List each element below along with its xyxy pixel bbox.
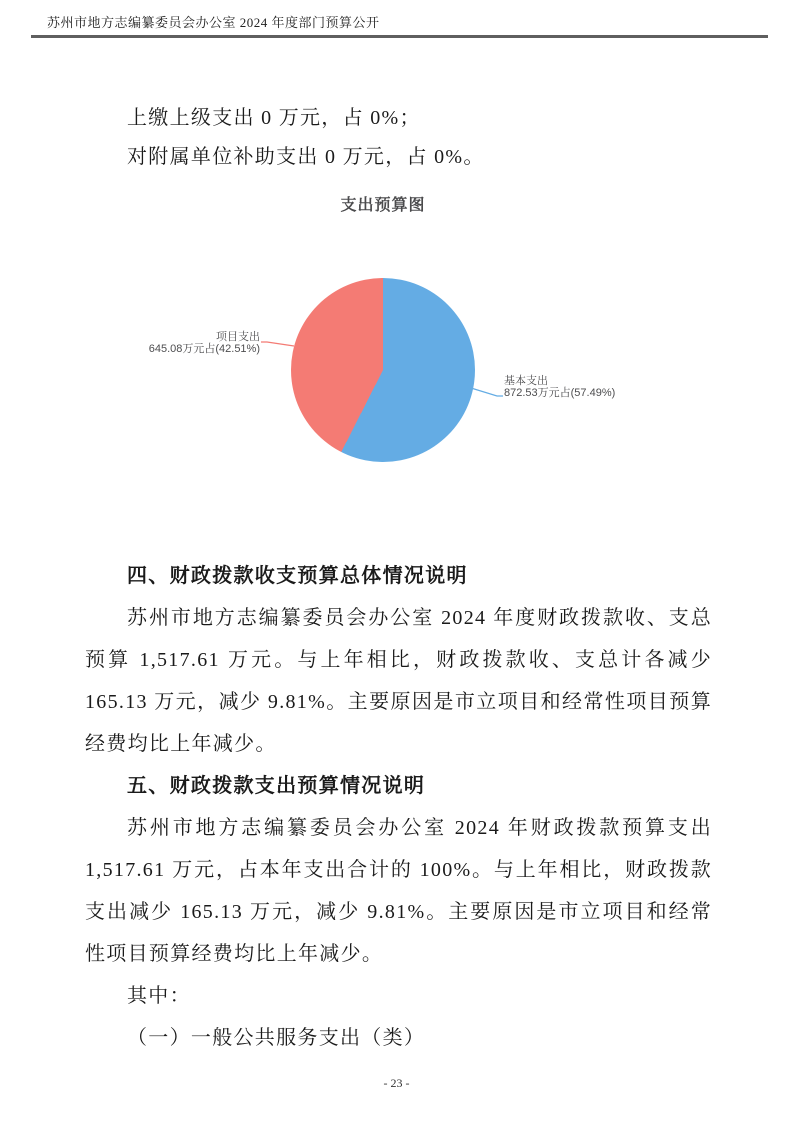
- section-heading-4: 四、财政拨款收支预算总体情况说明: [127, 565, 468, 587]
- section-heading-5: 五、财政拨款支出预算情况说明: [127, 775, 426, 797]
- intro-line-1: 上缴上级支出 0 万元，占 0%；: [127, 107, 421, 129]
- leader-lines: [0, 190, 793, 490]
- header-title: 苏州市地方志编纂委员会办公室 2024 年度部门预算公开: [47, 15, 380, 30]
- page-number: - 23 -: [383, 1076, 410, 1090]
- section-body-5: 苏州市地方志编纂委员会办公室 2024 年财政拨款预算支出 1,517.61 万元，占本年支出合计的 100%。与上年相比，财政拨款支出减少 165.13 万元，减少 9.81%。主要原因是市立项目和经常性项目预算经费均比上年减少。: [85, 817, 712, 965]
- pie-label-basic-value: 872.53万元占(57.49%): [504, 387, 616, 399]
- section-body-4: 苏州市地方志编纂委员会办公室 2024 年度财政拨款收、支总预算 1,517.61 万元。与上年相比，财政拨款收、支总计各减少 165.13 万元，减少 9.81%。主要原因是市立项目和经常性项目预算经费均比上年减少。: [85, 607, 712, 755]
- intro-line-2: 对附属单位补助支出 0 万元，占 0%。: [127, 146, 485, 168]
- expenditure-pie-chart: [0, 190, 793, 490]
- chart-title: 支出预算图: [340, 197, 426, 214]
- pie-label-project-name: 项目支出: [216, 331, 260, 343]
- subitem-line: （一）一般公共服务支出（类）: [127, 1027, 426, 1049]
- main-content: [85, 555, 712, 1059]
- leader-line-basic: [471, 388, 503, 396]
- pie-label-basic: [504, 375, 615, 399]
- page-footer: [0, 1076, 793, 1091]
- pie-label-basic-name: 基本支出: [504, 375, 548, 387]
- pie-label-project: [149, 331, 260, 355]
- pie-label-project-value: 645.08万元占(42.51%): [148, 343, 260, 355]
- among-which-line: 其中：: [127, 985, 191, 1007]
- page-header: [31, 12, 768, 38]
- leader-line-project: [261, 342, 294, 346]
- intro-paragraphs: [85, 99, 712, 177]
